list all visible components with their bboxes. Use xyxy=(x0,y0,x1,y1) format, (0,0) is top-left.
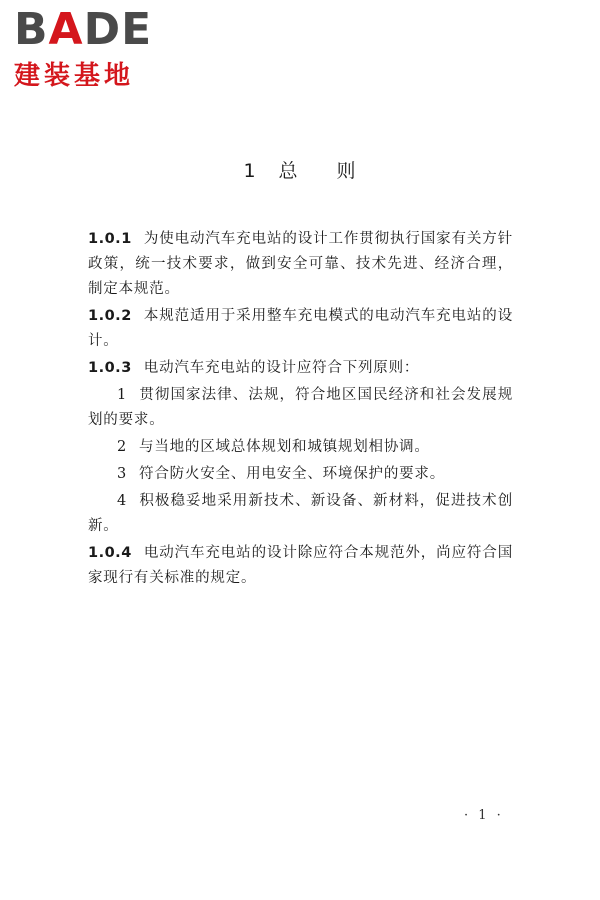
clause-1-0-2 xyxy=(88,304,513,354)
logo-wordmark xyxy=(14,4,174,55)
item-text: 贯彻国家法律、法规，符合地区国民经济和社会发展规划的要求。 xyxy=(88,387,513,428)
clause-1-0-3-item-4 xyxy=(88,489,513,539)
item-number: 4 xyxy=(117,493,128,509)
item-text: 符合防火安全、用电安全、环境保护的要求。 xyxy=(139,466,446,482)
page-number: · 1 · xyxy=(464,808,504,823)
clause-1-0-3 xyxy=(88,356,513,381)
clause-text: 为使电动汽车充电站的设计工作贯彻执行国家有关方针政策，统一技术要求，做到安全可靠、技术先进、经济合理，制定本规范。 xyxy=(88,231,513,297)
document-body xyxy=(88,227,513,593)
logo-letter-a: A xyxy=(48,4,84,55)
item-number: 3 xyxy=(117,466,128,482)
clause-text: 本规范适用于采用整车充电模式的电动汽车充电站的设计。 xyxy=(88,308,513,349)
logo-letter-b: B xyxy=(14,4,49,55)
logo-letters-de: DE xyxy=(83,4,153,55)
bade-logo xyxy=(14,4,174,92)
clause-text: 电动汽车充电站的设计应符合下列原则： xyxy=(143,360,420,376)
chapter-title-char-1: 总 xyxy=(278,160,299,182)
item-text: 与当地的区域总体规划和城镇规划相协调。 xyxy=(139,439,430,455)
chapter-number: 1 xyxy=(243,160,257,182)
clause-1-0-3-item-3 xyxy=(88,462,513,487)
clause-number: 1.0.2 xyxy=(88,308,132,324)
clause-1-0-4 xyxy=(88,541,513,591)
item-number: 1 xyxy=(117,387,128,403)
clause-number: 1.0.1 xyxy=(88,231,132,247)
clause-1-0-3-item-1 xyxy=(88,383,513,433)
clause-number: 1.0.3 xyxy=(88,360,132,376)
item-number: 2 xyxy=(117,439,128,455)
logo-subtitle: 建装基地 xyxy=(14,61,135,91)
clause-1-0-1 xyxy=(88,227,513,302)
clause-number: 1.0.4 xyxy=(88,545,132,561)
item-text: 积极稳妥地采用新技术、新设备、新材料，促进技术创新。 xyxy=(88,493,513,534)
clause-text: 电动汽车充电站的设计除应符合本规范外，尚应符合国家现行有关标准的规定。 xyxy=(88,545,513,586)
chapter-title xyxy=(0,156,600,183)
chapter-title-char-2: 则 xyxy=(336,160,357,182)
clause-1-0-3-item-2 xyxy=(88,435,513,460)
